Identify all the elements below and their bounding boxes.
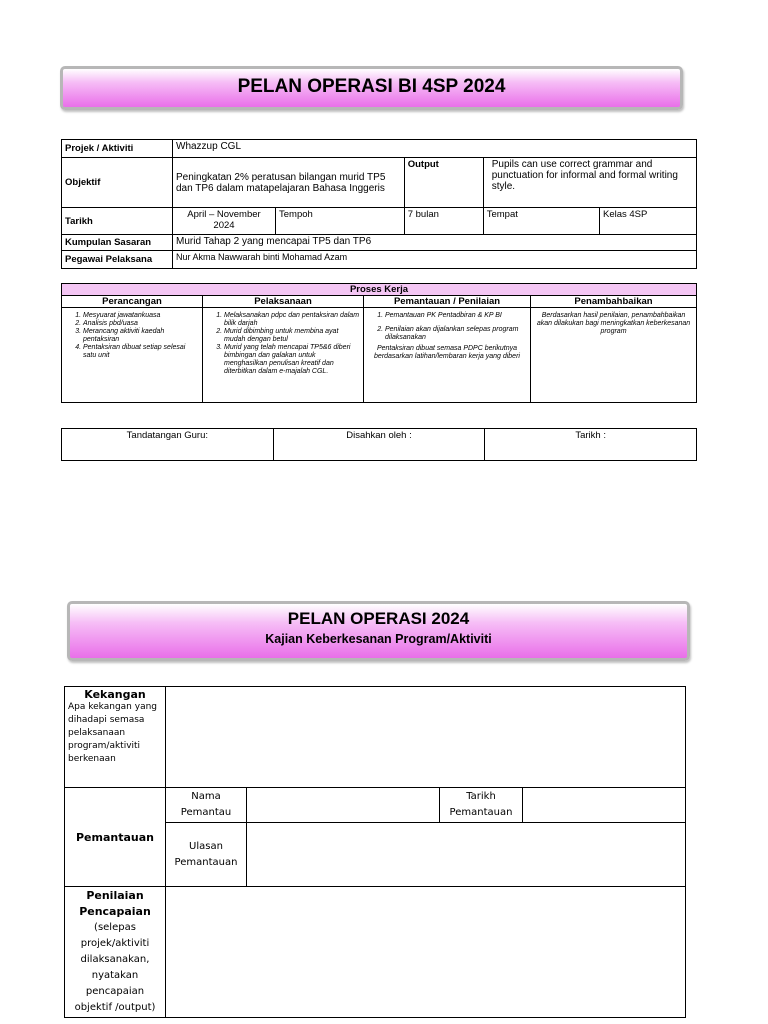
proses-kerja-table: [61, 283, 697, 403]
penambahbaikan-cell: [531, 308, 697, 403]
projek-value: Whazzup CGL: [173, 140, 697, 158]
signature-table: [61, 428, 697, 461]
project-info-table: [61, 139, 697, 269]
tandatangan-guru: Tandatangan Guru:: [62, 429, 274, 461]
pemantauan-label: Pemantauan: [75, 830, 154, 844]
sasaran-label: Kumpulan Sasaran: [62, 235, 173, 251]
penambahbaikan-text: Berdasarkan hasil penilaian, penambahbaikan akan dilakukan bagi meningkatkan keberkesanan program: [536, 312, 691, 335]
kajian-title-banner: [67, 601, 690, 661]
plan-title: PELAN OPERASI BI 4SP 2024: [237, 76, 506, 97]
col-pemantauan: Pemantauan / Penilaian: [364, 296, 531, 308]
list-item: 1. Melaksanakan pdpc dan pentaksiran dalam bilik darjah: [224, 312, 360, 328]
nama-pemantau-label: Nama Pemantau: [166, 788, 247, 823]
pemantauan-note: Pentaksiran dibuat semasa PDPC berikutnya berdasarkan latihan/lembaran kerja yang diberi: [374, 345, 520, 360]
list-item: 2. Analisis pbd/uasa: [83, 320, 199, 328]
output-value: Pupils can use correct grammar and punctuation for informal and formal writing style.: [483, 158, 696, 208]
list-item: 2. Penilaian akan dijalankan selepas program dilaksanakan: [385, 326, 527, 342]
objektif-value: Peningkatan 2% peratusan bilangan murid TP5 dan TP6 dalam matapelajaran Bahasa Inggeris: [173, 158, 405, 208]
list-item: 1. Pemantauan PK Pentadbiran & KP BI: [385, 312, 527, 320]
kajian-title: PELAN OPERASI 2024: [287, 609, 470, 628]
kekangan-label-cell: [65, 687, 166, 788]
penilaian-desc: (selepas projek/aktiviti dilaksanakan, nyatakan pencapaian objektif /output): [74, 922, 156, 1013]
tarikh-value: April – November 2024: [173, 208, 276, 235]
penilaian-label-cell: [65, 887, 166, 1018]
col-penambahbaikan: Penambahbaikan: [531, 296, 697, 308]
pemantauan-cell: [364, 308, 531, 403]
penilaian-value[interactable]: [166, 887, 686, 1018]
kekangan-title: Kekangan: [84, 688, 146, 701]
list-item: 2. Murid dibimbing untuk membina ayat mudah dengan betul: [224, 328, 360, 344]
projek-label: Projek / Aktiviti: [62, 140, 173, 158]
plan-title-banner: [60, 66, 683, 110]
ulasan-pemantauan-label: Ulasan Pemantauan: [166, 823, 247, 887]
pegawai-label: Pegawai Pelaksana: [62, 251, 173, 269]
tempat-label: Tempat: [483, 208, 599, 235]
tarikh-pemantauan-value[interactable]: [523, 788, 686, 823]
output-label: Output: [404, 158, 483, 208]
tarikh-label: Tarikh: [62, 208, 173, 235]
tempat-value: Kelas 4SP: [600, 208, 697, 235]
tempoh-label: Tempoh: [276, 208, 405, 235]
kekangan-value[interactable]: [166, 687, 686, 788]
kajian-table: [64, 686, 686, 1018]
perancangan-cell: [62, 308, 203, 403]
list-item: 3. Murid yang telah mencapai TP5&6 diberi bimbingan dan galakan untuk menghasilkan penulisan kreatif dan diterbitkan dalam e-majalah CGL.: [224, 344, 360, 376]
tempoh-value: 7 bulan: [404, 208, 483, 235]
col-pelaksanaan: Pelaksanaan: [203, 296, 364, 308]
list-item: 3. Merancang aktiviti kaedah pentaksiran: [83, 328, 199, 344]
kajian-subtitle: Kajian Keberkesanan Program/Aktiviti: [265, 632, 492, 646]
pegawai-value: Nur Akma Nawwarah binti Mohamad Azam: [173, 251, 697, 269]
disahkan-oleh: Disahkan oleh :: [273, 429, 485, 461]
penilaian-title: Penilaian Pencapaian: [79, 889, 151, 918]
pemantauan-label-cell: [65, 788, 166, 887]
col-perancangan: Perancangan: [62, 296, 203, 308]
objektif-label: Objektif: [62, 158, 173, 208]
tarikh-pemantauan-label: Tarikh Pemantauan: [440, 788, 523, 823]
proses-kerja-header: Proses Kerja: [62, 284, 697, 296]
pelaksanaan-cell: [203, 308, 364, 403]
list-item: 1. Mesyuarat jawatankuasa: [83, 312, 199, 320]
kekangan-desc: Apa kekangan yang dihadapi semasa pelaksanaan program/aktiviti berkenaan: [68, 702, 157, 764]
list-item: 4. Pentaksiran dibuat setiap selesai satu unit: [83, 344, 199, 360]
sign-tarikh: Tarikh :: [485, 429, 697, 461]
ulasan-pemantauan-value[interactable]: [247, 823, 686, 887]
sasaran-value: Murid Tahap 2 yang mencapai TP5 dan TP6: [173, 235, 697, 251]
nama-pemantau-value[interactable]: [247, 788, 440, 823]
